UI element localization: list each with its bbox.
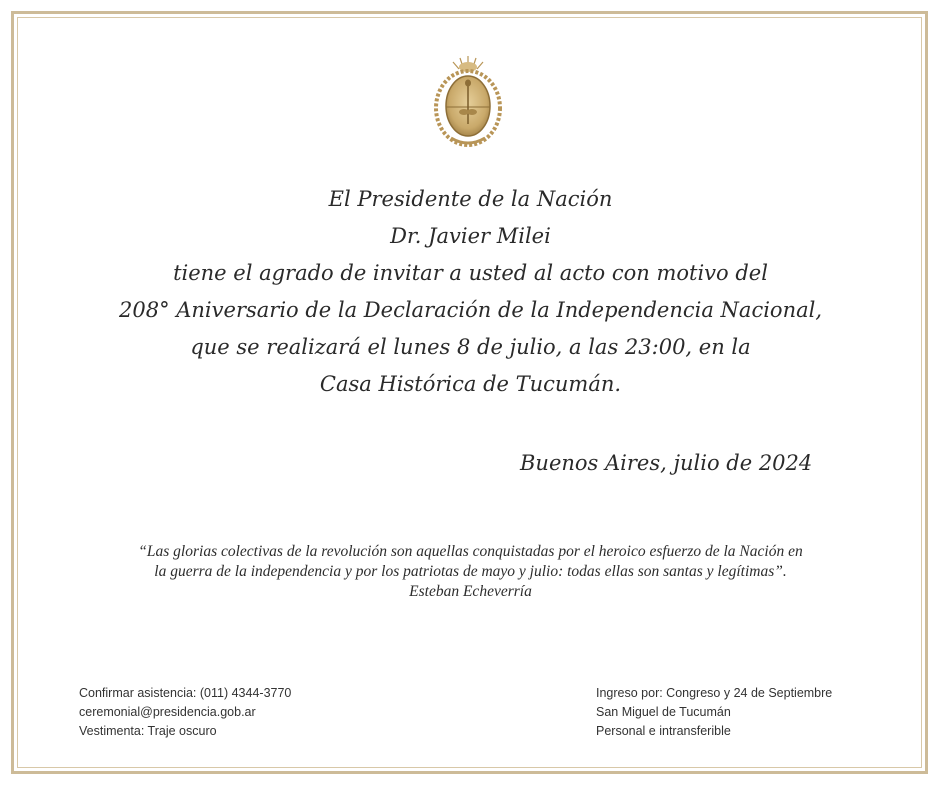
quote-author: Esteban Echeverría: [409, 583, 532, 600]
invitation-line-occasion: 208° Aniversario de la Declaración de la Independencia Nacional,: [118, 298, 823, 322]
quote-line-1: “Las glorias colectivas de la revolución son aquellas conquistadas por el heroico esfuerzo de la Nación en: [138, 543, 803, 560]
dress-code: Vestimenta: Traje oscuro: [79, 724, 217, 738]
invitation-body: [0, 181, 941, 403]
place-and-date: Buenos Aires, julio de 2024: [520, 451, 813, 475]
invitation-line-host: El Presidente de la Nación: [328, 187, 613, 211]
quote-line-2: la guerra de la independencia y por los patriotas de mayo y julio: todas ellas son santas y legítimas”.: [154, 563, 787, 580]
entry-city: San Miguel de Tucumán: [596, 705, 731, 719]
entry-address: Ingreso por: Congreso y 24 de Septiembre: [596, 686, 833, 700]
rsvp-phone: Confirmar asistencia: (011) 4344-3770: [79, 686, 292, 700]
invitation-line-venue: Casa Histórica de Tucumán.: [319, 372, 622, 396]
invitation-line-name: Dr. Javier Milei: [390, 224, 551, 248]
entry-note: Personal e intransferible: [596, 724, 731, 738]
rsvp-email: ceremonial@presidencia.gob.ar: [79, 705, 256, 719]
invitation-line-invite: tiene el agrado de invitar a usted al acto con motivo del: [173, 261, 768, 285]
coat-of-arms-icon: [433, 54, 503, 148]
quote-block: [40, 542, 901, 602]
invitation-line-datetime: que se realizará el lunes 8 de julio, a las 23:00, en la: [190, 335, 751, 359]
footer-contact: [79, 684, 291, 741]
footer-entry: [596, 684, 832, 741]
